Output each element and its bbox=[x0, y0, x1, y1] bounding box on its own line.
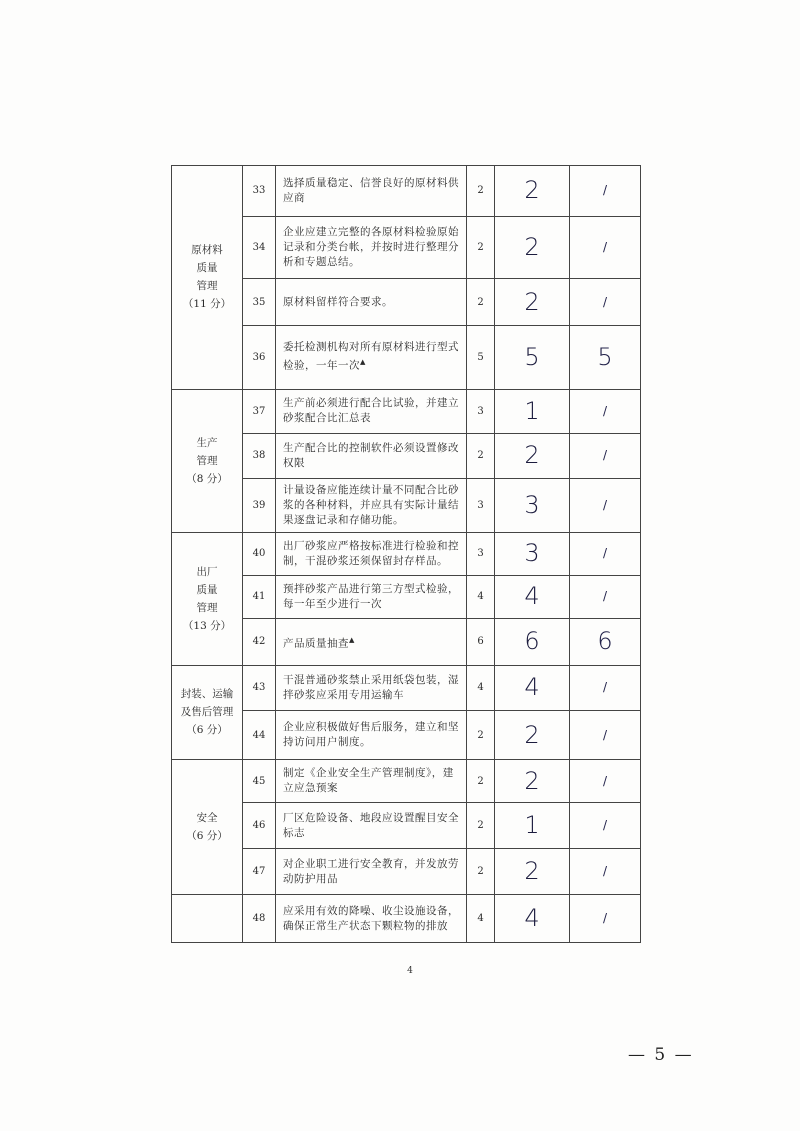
handwritten-mark: / bbox=[570, 803, 641, 849]
item-points: 3 bbox=[467, 533, 495, 575]
category-cell-safety bbox=[172, 759, 243, 895]
table-row bbox=[172, 166, 641, 217]
category-line: 管理 bbox=[196, 280, 218, 293]
item-points: 6 bbox=[467, 619, 495, 666]
handwritten-score: 4 bbox=[495, 895, 570, 943]
item-requirement: 干混普通砂浆禁止采用纸袋包装，湿拌砂浆应采用专用运输车 bbox=[276, 665, 467, 711]
handwritten-score: 5 bbox=[495, 325, 570, 389]
item-requirement: 企业应建立完整的各原材料检验原始记录和分类台帐，并按时进行整理分析和专题总结。 bbox=[276, 216, 467, 279]
item-number: 39 bbox=[243, 478, 276, 533]
item-requirement: 对企业职工进行安全教育，并发放劳动防护用品 bbox=[276, 848, 467, 895]
handwritten-score: 6 bbox=[495, 619, 570, 666]
handwritten-mark: / bbox=[570, 895, 641, 943]
category-line: 安全 bbox=[196, 812, 218, 825]
item-requirement: 预拌砂浆产品进行第三方型式检验，每一年至少进行一次 bbox=[276, 575, 467, 619]
category-line: 及售后管理 bbox=[180, 706, 234, 719]
category-score: （6 分） bbox=[186, 724, 228, 737]
item-requirement bbox=[276, 325, 467, 389]
item-requirement-text: 产品质量抽查 bbox=[283, 637, 349, 650]
handwritten-score: 1 bbox=[495, 389, 570, 434]
handwritten-mark: / bbox=[570, 759, 641, 803]
item-number: 48 bbox=[243, 895, 276, 943]
category-line: 封装、运输 bbox=[180, 688, 234, 701]
handwritten-score: 2 bbox=[495, 166, 570, 217]
handwritten-mark: / bbox=[570, 533, 641, 575]
item-points: 2 bbox=[467, 434, 495, 479]
handwritten-score: 2 bbox=[495, 848, 570, 895]
handwritten-score: 3 bbox=[495, 478, 570, 533]
item-number: 46 bbox=[243, 803, 276, 849]
key-item-marker: ▲ bbox=[360, 358, 366, 367]
category-line: 质量 bbox=[196, 583, 218, 596]
handwritten-mark: / bbox=[570, 848, 641, 895]
handwritten-mark: 5 bbox=[570, 325, 641, 389]
item-requirement: 计量设备应能连续计量不同配合比砂浆的各种材料，并应具有实际计量结果逐盘记录和存储功能。 bbox=[276, 478, 467, 533]
table-row bbox=[172, 389, 641, 434]
table-row bbox=[172, 665, 641, 711]
handwritten-score: 2 bbox=[495, 279, 570, 326]
table-row bbox=[172, 434, 641, 479]
inner-page-number: 4 bbox=[407, 966, 413, 976]
item-points: 2 bbox=[467, 759, 495, 803]
category-line: 管理 bbox=[196, 601, 218, 614]
category-line: 出厂 bbox=[196, 565, 218, 578]
item-points: 5 bbox=[467, 325, 495, 389]
handwritten-mark: / bbox=[570, 389, 641, 434]
category-cell-production bbox=[172, 389, 243, 533]
item-points: 4 bbox=[467, 575, 495, 619]
table-row bbox=[172, 575, 641, 619]
item-points: 3 bbox=[467, 478, 495, 533]
table-row bbox=[172, 895, 641, 943]
item-points: 4 bbox=[467, 665, 495, 711]
item-points: 2 bbox=[467, 711, 495, 760]
table-row bbox=[172, 478, 641, 533]
item-number: 40 bbox=[243, 533, 276, 575]
table-row bbox=[172, 803, 641, 849]
handwritten-mark: / bbox=[570, 665, 641, 711]
item-points: 3 bbox=[467, 389, 495, 434]
item-points: 2 bbox=[467, 848, 495, 895]
category-cell-raw-material bbox=[172, 166, 243, 390]
item-requirement: 生产前必须进行配合比试验，并建立砂浆配合比汇总表 bbox=[276, 389, 467, 434]
item-requirement bbox=[276, 619, 467, 666]
handwritten-mark: / bbox=[570, 575, 641, 619]
item-requirement: 生产配合比的控制软件必须设置修改权限 bbox=[276, 434, 467, 479]
item-number: 35 bbox=[243, 279, 276, 326]
category-line: 原材料 bbox=[191, 244, 223, 257]
category-line: 管理 bbox=[196, 454, 218, 467]
item-number: 47 bbox=[243, 848, 276, 895]
page-number: — 5 — bbox=[628, 1045, 694, 1065]
item-number: 43 bbox=[243, 665, 276, 711]
item-requirement: 厂区危险设备、地段应设置醒目安全标志 bbox=[276, 803, 467, 849]
item-points: 2 bbox=[467, 216, 495, 279]
category-cell-empty bbox=[172, 895, 243, 943]
category-cell-packaging-transport bbox=[172, 665, 243, 759]
table-row bbox=[172, 848, 641, 895]
item-number: 34 bbox=[243, 216, 276, 279]
table-row bbox=[172, 619, 641, 666]
handwritten-mark: 6 bbox=[570, 619, 641, 666]
handwritten-score: 4 bbox=[495, 665, 570, 711]
category-score: （11 分） bbox=[182, 298, 232, 311]
handwritten-mark: / bbox=[570, 434, 641, 479]
item-number: 33 bbox=[243, 166, 276, 217]
category-line: 生产 bbox=[196, 436, 218, 449]
item-number: 36 bbox=[243, 325, 276, 389]
handwritten-mark: / bbox=[570, 279, 641, 326]
handwritten-score: 1 bbox=[495, 803, 570, 849]
item-requirement: 出厂砂浆应严格按标准进行检验和控制，干混砂浆还须保留封存样品。 bbox=[276, 533, 467, 575]
item-number: 41 bbox=[243, 575, 276, 619]
handwritten-score: 2 bbox=[495, 216, 570, 279]
item-requirement: 选择质量稳定、信誉良好的原材料供应商 bbox=[276, 166, 467, 217]
evaluation-table bbox=[171, 165, 641, 943]
table-row bbox=[172, 279, 641, 326]
table-row bbox=[172, 325, 641, 389]
handwritten-mark: / bbox=[570, 166, 641, 217]
handwritten-score: 3 bbox=[495, 533, 570, 575]
item-number: 42 bbox=[243, 619, 276, 666]
item-number: 38 bbox=[243, 434, 276, 479]
category-score: （6 分） bbox=[186, 830, 228, 843]
item-requirement: 制定《企业安全生产管理制度》，建立应急预案 bbox=[276, 759, 467, 803]
item-points: 2 bbox=[467, 279, 495, 326]
category-cell-outgoing-quality bbox=[172, 533, 243, 666]
handwritten-score: 2 bbox=[495, 759, 570, 803]
item-points: 2 bbox=[467, 166, 495, 217]
item-requirement: 企业应积极做好售后服务，建立和坚持访问用户制度。 bbox=[276, 711, 467, 760]
handwritten-mark: / bbox=[570, 711, 641, 760]
item-number: 44 bbox=[243, 711, 276, 760]
item-points: 4 bbox=[467, 895, 495, 943]
handwritten-score: 2 bbox=[495, 711, 570, 760]
handwritten-mark: / bbox=[570, 478, 641, 533]
handwritten-mark: / bbox=[570, 216, 641, 279]
item-requirement-text: 委托检测机构对所有原材料进行型式检验，一年一次 bbox=[283, 341, 459, 372]
category-score: （8 分） bbox=[186, 472, 228, 485]
key-item-marker: ▲ bbox=[349, 635, 355, 644]
category-score: （13 分） bbox=[182, 619, 232, 632]
handwritten-score: 2 bbox=[495, 434, 570, 479]
item-number: 37 bbox=[243, 389, 276, 434]
table-row bbox=[172, 216, 641, 279]
category-line: 质量 bbox=[196, 262, 218, 275]
item-requirement: 原材料留样符合要求。 bbox=[276, 279, 467, 326]
table-row bbox=[172, 759, 641, 803]
item-points: 2 bbox=[467, 803, 495, 849]
table-row bbox=[172, 711, 641, 760]
item-number: 45 bbox=[243, 759, 276, 803]
item-requirement: 应采用有效的降噪、收尘设施设备，确保正常生产状态下颗粒物的排放 bbox=[276, 895, 467, 943]
table-row bbox=[172, 533, 641, 575]
handwritten-score: 4 bbox=[495, 575, 570, 619]
